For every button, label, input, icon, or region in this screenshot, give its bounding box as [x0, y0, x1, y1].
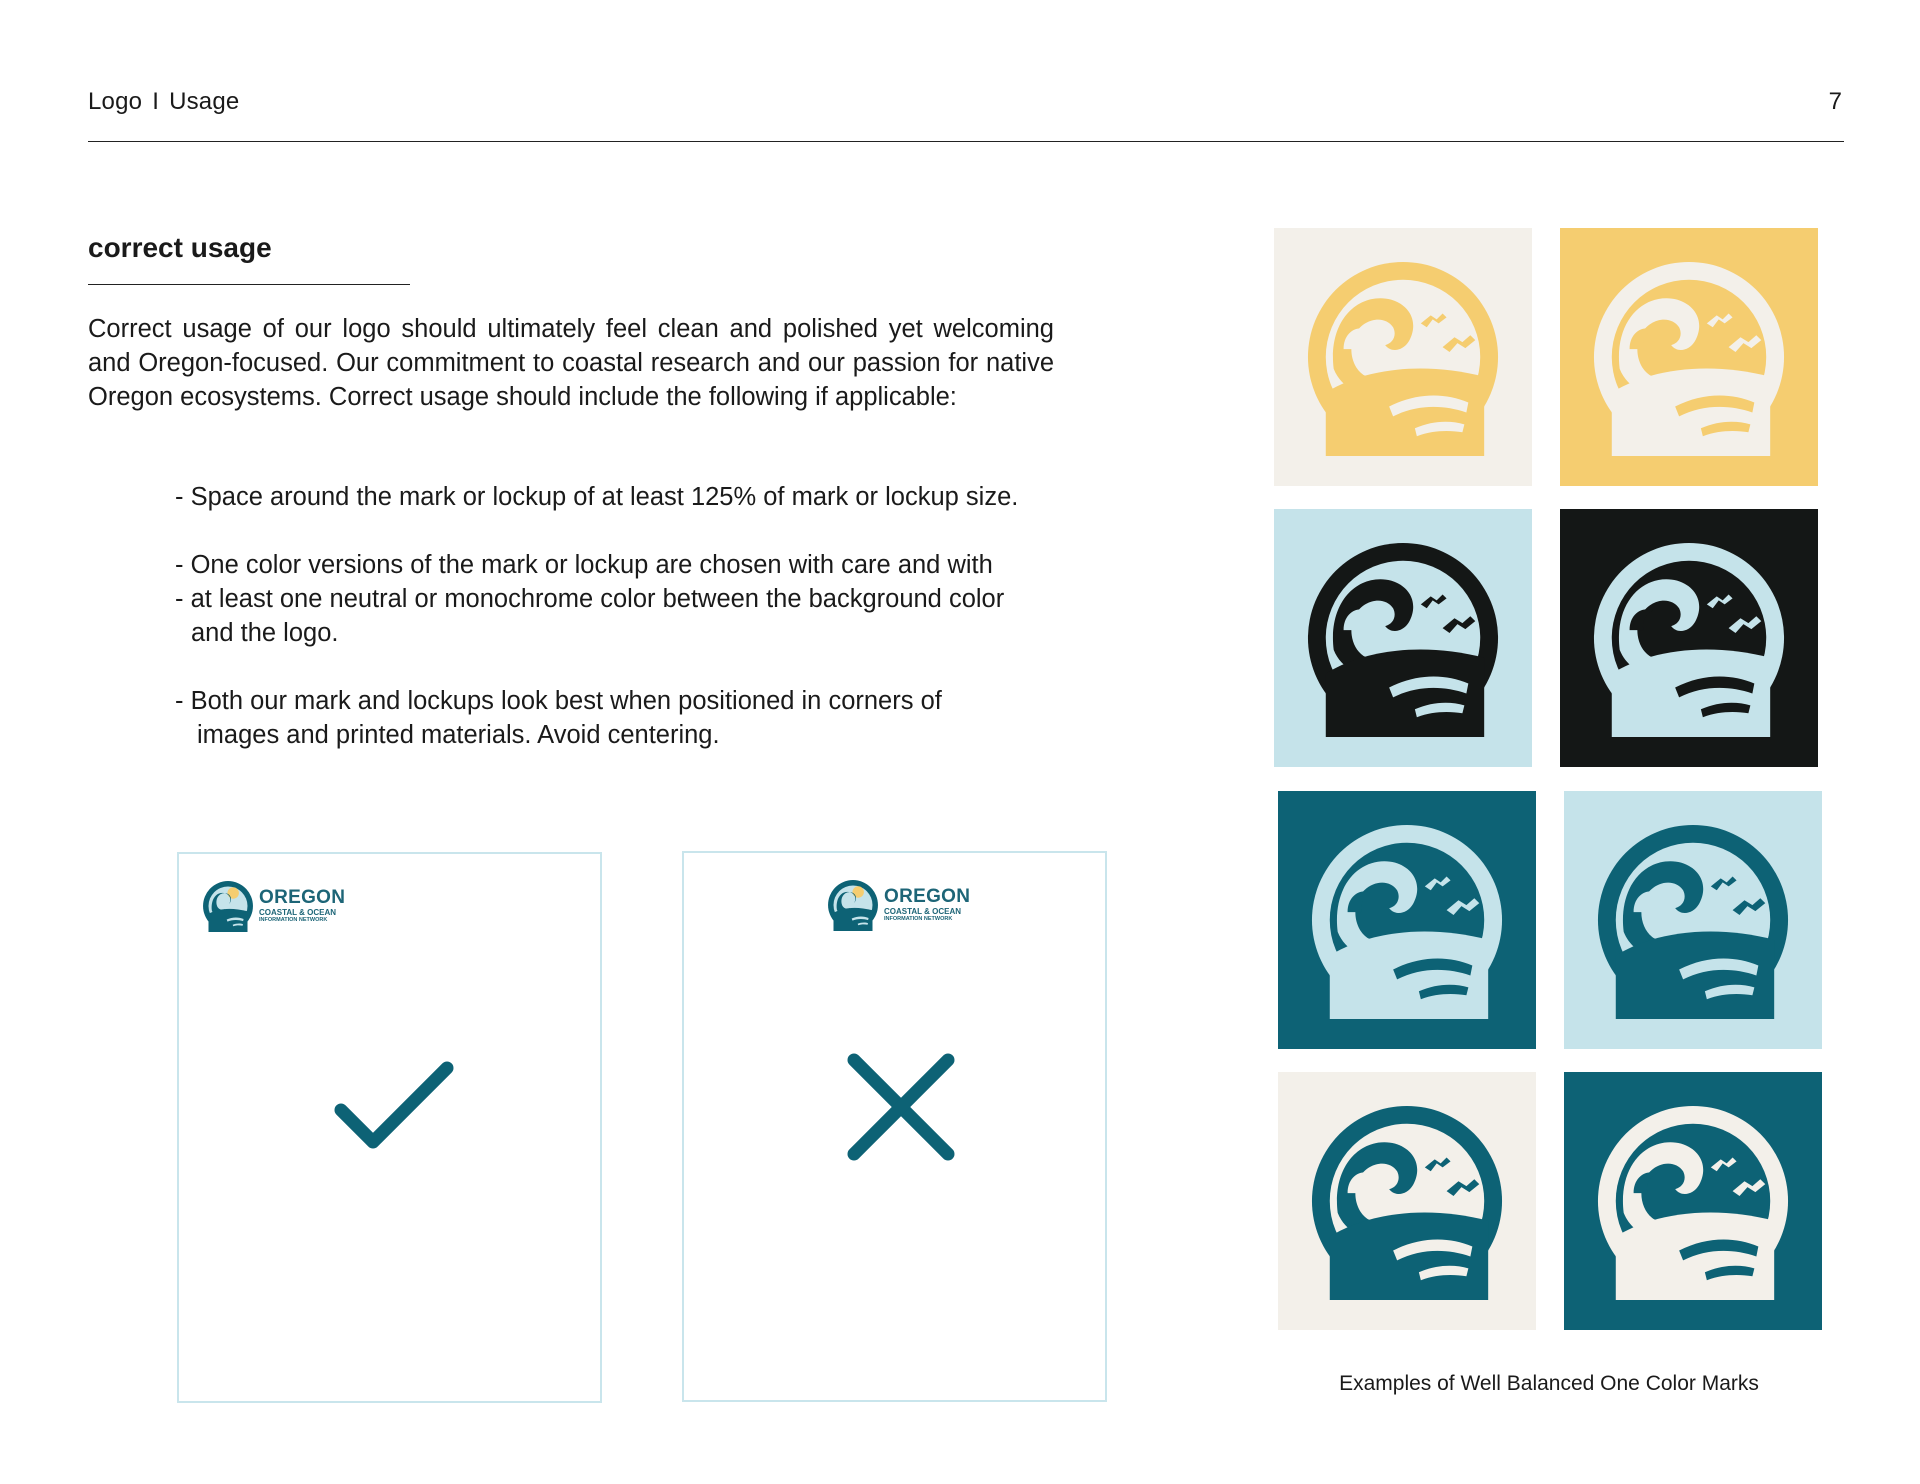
lockup-subtitle: COASTAL & OCEAN — [884, 907, 962, 917]
wave-mark-icon — [1590, 258, 1788, 456]
swatch-tile — [1274, 509, 1532, 767]
wave-mark-icon — [1590, 539, 1788, 737]
swatch-tile — [1564, 791, 1822, 1049]
header-section: Logo — [88, 88, 143, 115]
header-divider — [88, 141, 1844, 142]
swatch-tile — [1278, 1072, 1536, 1330]
logo-mark-icon — [827, 879, 879, 931]
guideline-line: - at least one neutral or monochrome color between the background color — [175, 585, 1005, 613]
header-subsection: Usage — [169, 88, 240, 115]
guideline-item — [175, 548, 1054, 650]
guideline-item — [175, 684, 1054, 752]
guideline-list — [175, 480, 1054, 786]
logo-lockup — [827, 879, 970, 931]
guideline-item — [175, 480, 1054, 514]
guideline-line: - Space around the mark or lockup of at least 125% of mark or lockup size. — [175, 483, 1019, 511]
guideline-line: images and printed materials. Avoid centering. — [197, 721, 720, 749]
lockup-tagline: INFORMATION NETWORK — [884, 916, 953, 923]
wave-mark-icon — [1308, 821, 1506, 1019]
lockup-subtitle: COASTAL & OCEAN — [259, 908, 337, 918]
guideline-line: - One color versions of the mark or lockup are chosen with care and with — [175, 551, 993, 579]
page-number: 7 — [1828, 88, 1842, 115]
lockup-title: OREGON — [884, 886, 971, 908]
swatch-tile — [1560, 228, 1818, 486]
correct-example-frame — [177, 852, 602, 1403]
guideline-line: - Both our mark and lockups look best when positioned in corners of — [175, 687, 942, 715]
page-header — [88, 88, 239, 116]
heading-divider — [88, 284, 410, 285]
wave-mark-icon — [1594, 1102, 1792, 1300]
x-icon — [842, 1048, 960, 1166]
logo-lockup — [202, 880, 345, 932]
logo-mark-icon — [202, 880, 254, 932]
swatch-tile — [1560, 509, 1818, 767]
wave-mark-icon — [1304, 258, 1502, 456]
incorrect-example-frame — [682, 851, 1107, 1402]
check-icon — [329, 1052, 459, 1162]
header-separator: I — [152, 88, 160, 115]
guideline-line: and the logo. — [191, 619, 339, 647]
swatch-caption: Examples of Well Balanced One Color Marks — [1339, 1372, 1759, 1395]
lockup-title: OREGON — [259, 887, 346, 909]
section-heading: correct usage — [88, 232, 272, 263]
swatch-tile — [1564, 1072, 1822, 1330]
wave-mark-icon — [1594, 821, 1792, 1019]
swatch-tile — [1278, 791, 1536, 1049]
lockup-tagline: INFORMATION NETWORK — [259, 917, 328, 924]
wave-mark-icon — [1308, 1102, 1506, 1300]
intro-paragraph: Correct usage of our logo should ultimately feel clean and polished yet welcoming and Oregon-focused. Our commitment to coastal research and our passion for native Oregon ecosystems. Correct usage should include the following if applicable: — [88, 315, 1054, 411]
swatch-tile — [1274, 228, 1532, 486]
wave-mark-icon — [1304, 539, 1502, 737]
